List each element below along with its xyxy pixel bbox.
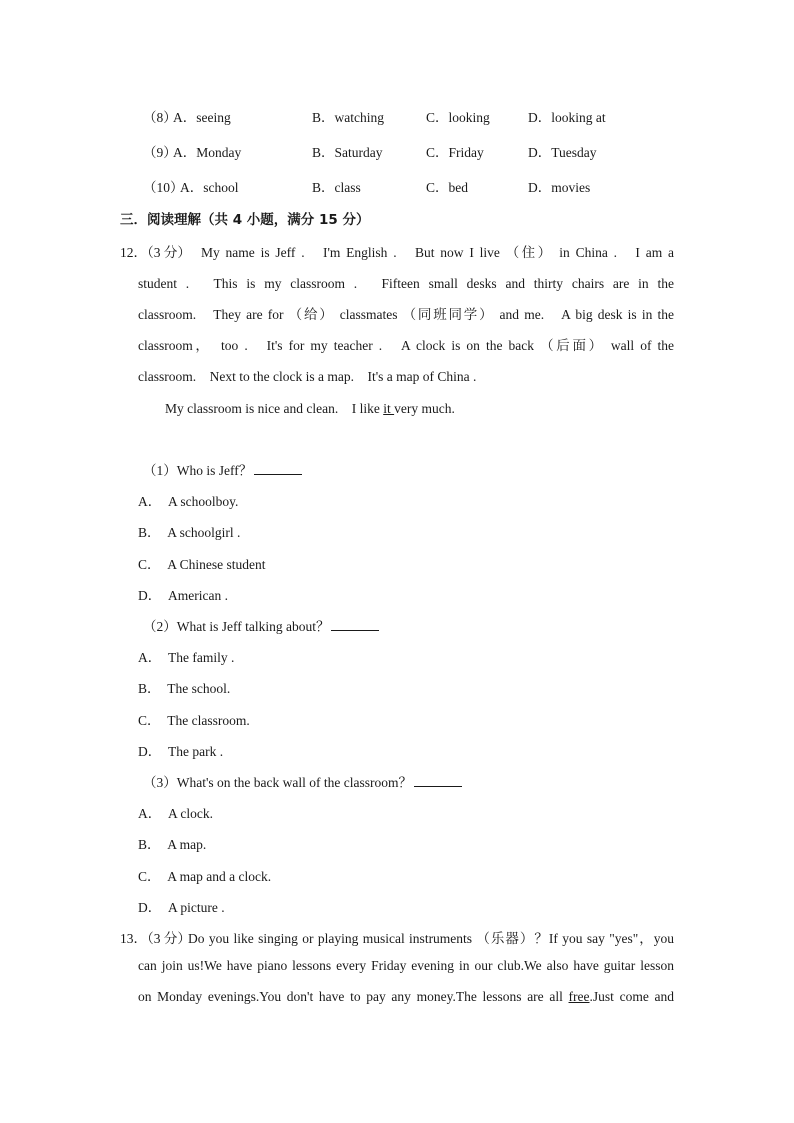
passage-last-line [165,397,455,417]
option-d: D．looking at [528,110,606,125]
passage-text: .Just come and [589,989,674,1004]
answer-option: B． A schoolgirl . [138,525,241,540]
underlined-word: free [568,989,590,1004]
answer-option: D． The park . [138,744,224,759]
passage-line: My name is Jeff . I'm English . But now I live （住） in China . I am a [201,245,674,260]
passage-text: My classroom is nice and clean. I like [165,401,384,416]
question-stem: （2）What is Jeff talking about？ [143,615,379,635]
passage-text: very much. [394,401,455,416]
option-number: （9） [143,145,177,160]
answer-option: D． American . [138,588,228,603]
underlined-word: it [383,401,395,416]
option-a: A．school [180,180,239,195]
option-number: （8） [143,110,177,125]
answer-option: D． A picture . [138,900,225,915]
option-d: D．movies [528,180,591,195]
passage-text: on Monday evenings.You don't have to pay any money.The lessons are all [138,989,569,1004]
option-b: B．watching [312,110,384,125]
answer-option: A． A schoolboy. [138,494,239,509]
passage-line: classroom. Next to the clock is a map. It's a map of China . [138,369,477,384]
option-c: C．bed [426,180,468,195]
option-c: C．Friday [426,145,484,160]
option-b: B．class [312,180,361,195]
passage-line: classroom， too . It's for my teacher . A clock is on the back （后面） wall of the [138,338,674,353]
answer-option: B． The school. [138,681,231,696]
question-number: 13．（3 分） [120,931,191,946]
passage-line [138,989,674,1005]
question-stem: （1）Who is Jeff？ [143,459,302,479]
answer-option: A． The family . [138,650,235,665]
passage-line: student . This is my classroom . Fifteen small desks and thirty chairs are in the [138,276,674,291]
option-b: B．Saturday [312,145,383,160]
option-a: A．Monday [173,145,242,160]
answer-option: C． A map and a clock. [138,869,272,884]
answer-option: A． A clock. [138,806,213,821]
answer-option: B． A map. [138,837,207,852]
passage-line: classroom. They are for （给） classmates （同班同学） and me. A big desk is in the [138,307,674,322]
answer-option: C． A Chinese student [138,557,266,572]
answer-option: C． The classroom. [138,713,250,728]
answer-blank [414,774,462,787]
question-stem: （3）What's on the back wall of the classroom？ [143,771,462,791]
question-number: 12．（3 分） [120,245,191,260]
passage-line: Do you like singing or playing musical instruments （乐器）？If you say "yes"，you [188,931,674,946]
answer-blank [331,618,379,631]
section-title: 三．阅读理解（共 4 小题，满分 15 分） [120,212,370,228]
option-number: （10） [143,180,184,195]
answer-blank [254,462,302,475]
option-a: A．seeing [173,110,231,125]
option-c: C．looking [426,110,490,125]
option-d: D．Tuesday [528,145,597,160]
passage-line: can join us!We have piano lessons every Friday evening in our club.We also have guitar lesson [138,958,674,973]
